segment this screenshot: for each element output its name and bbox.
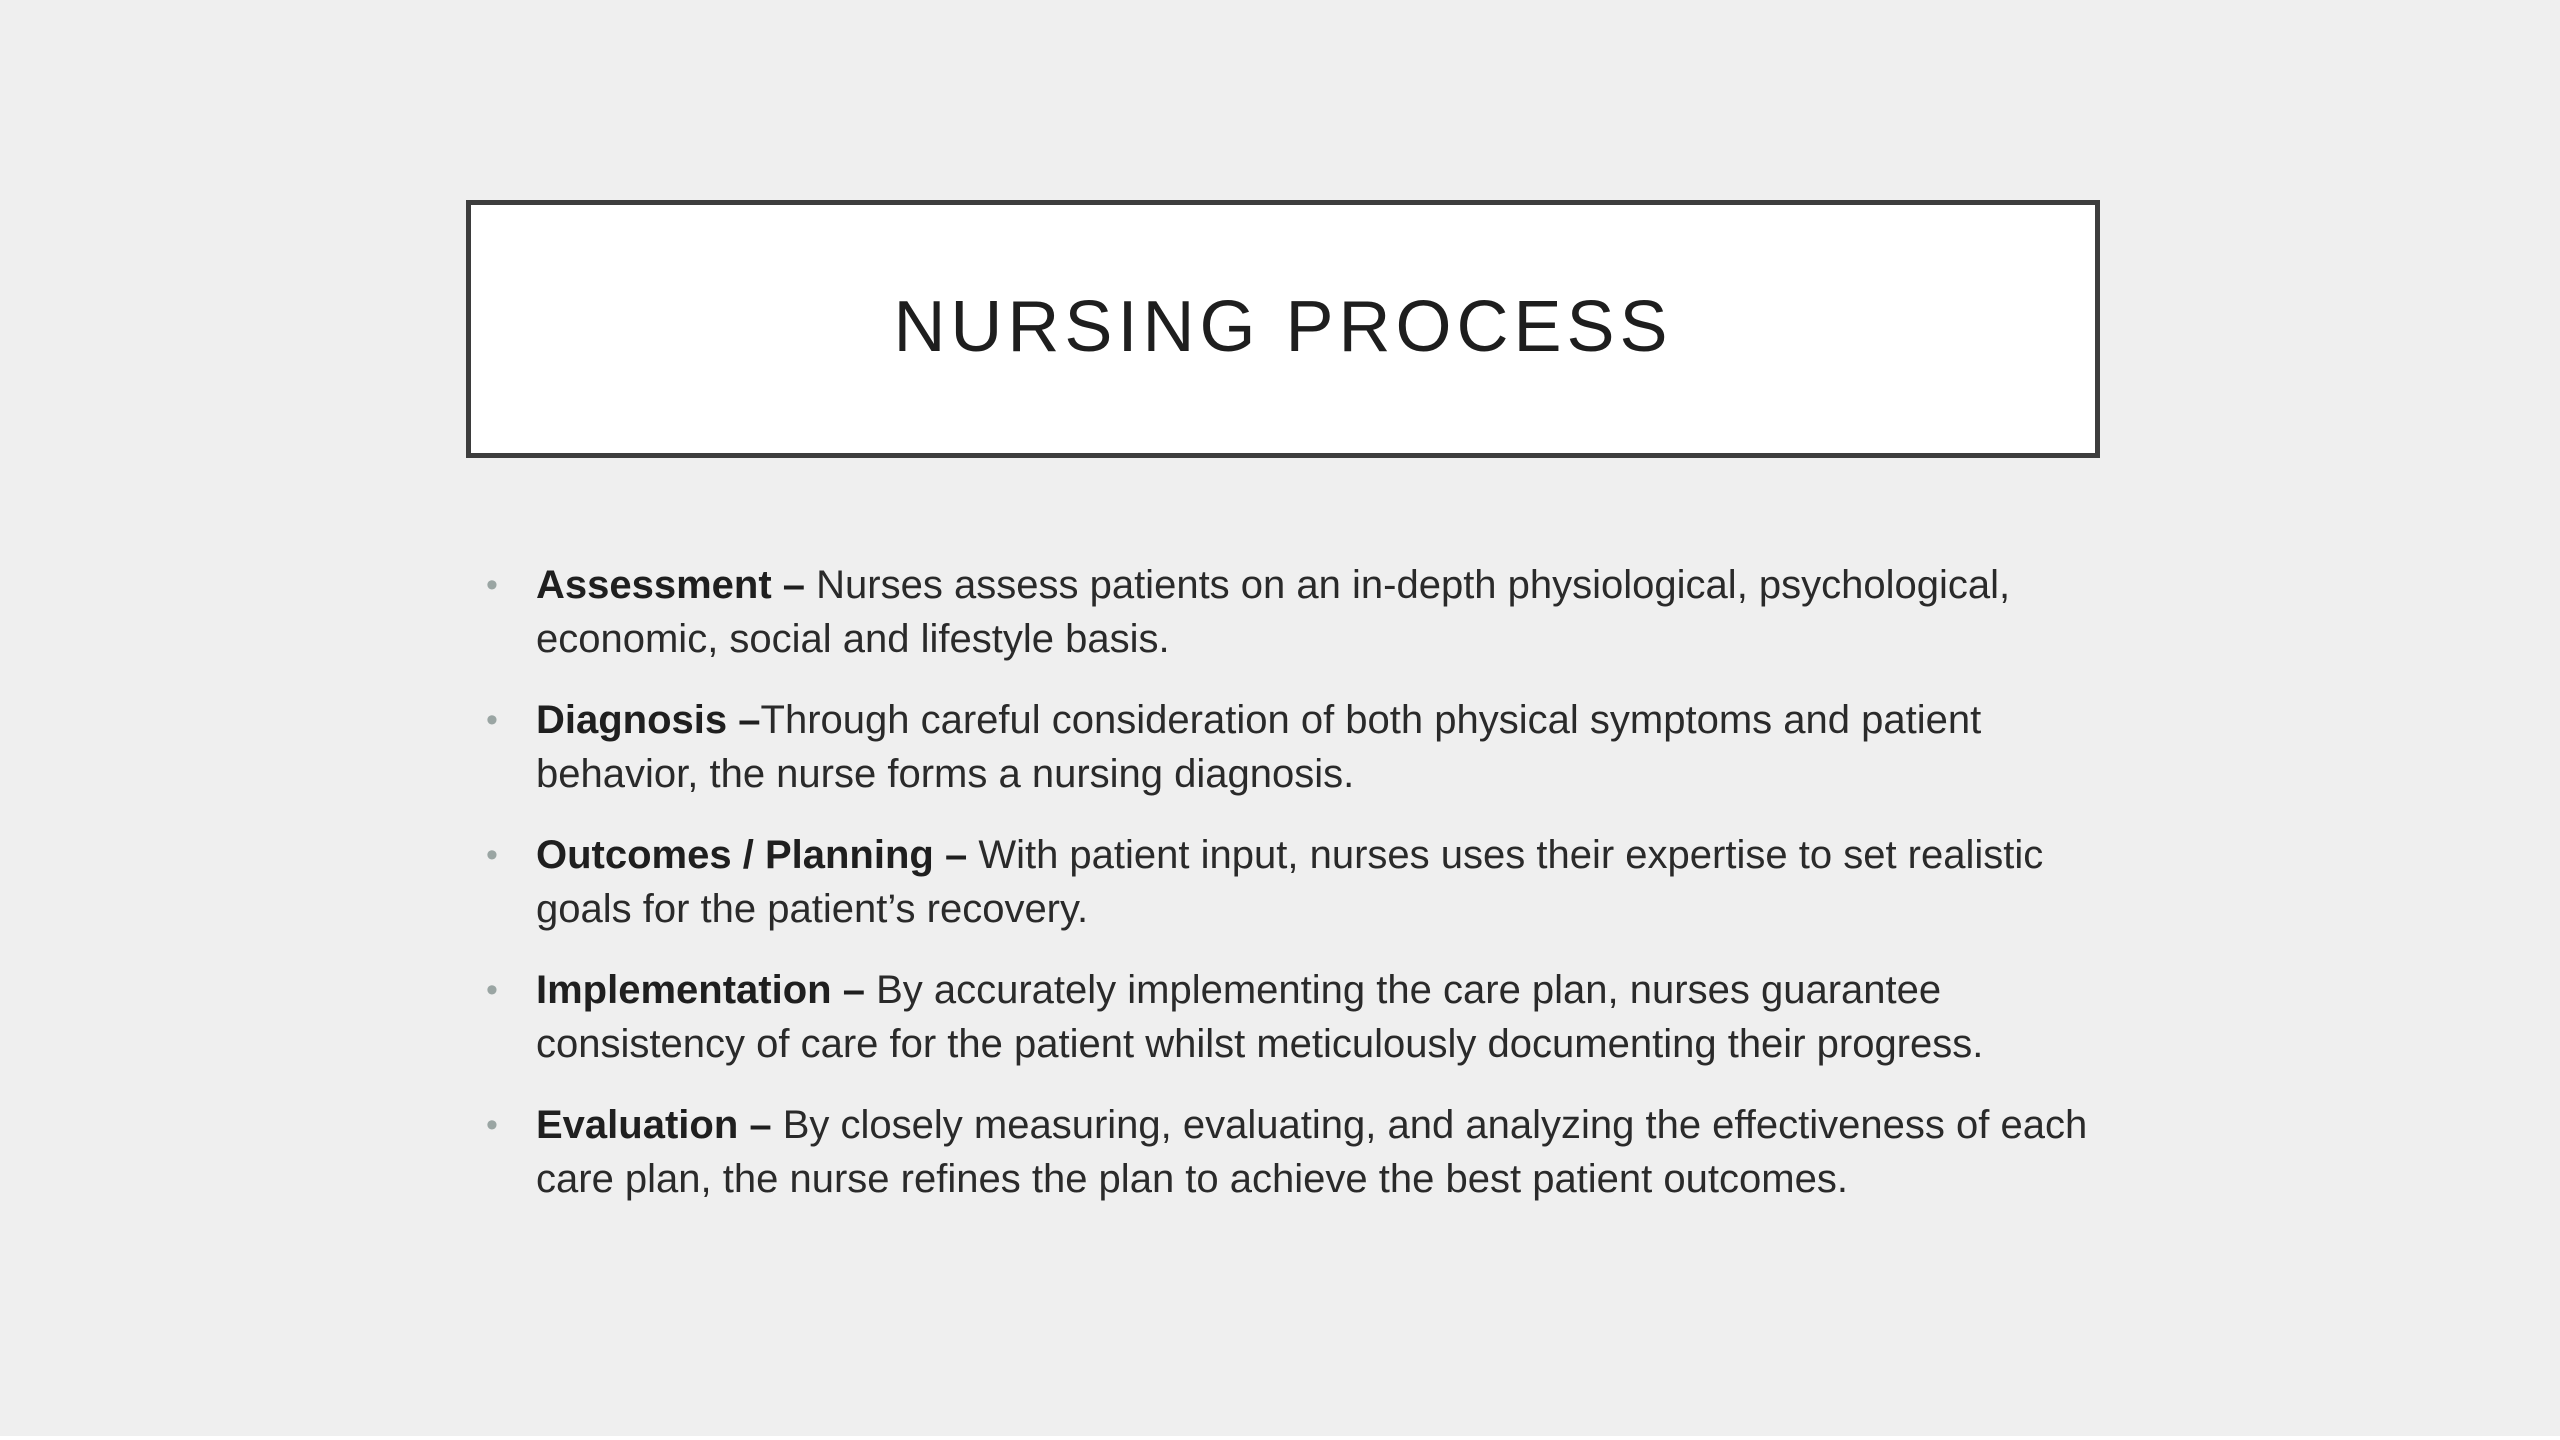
bullet-item-implementation [480,963,2100,1071]
bullet-item-evaluation [480,1098,2100,1206]
bullet-item-outcomes-planning [480,828,2100,936]
bullet-item-diagnosis [480,693,2100,801]
bullet-icon: • [486,701,498,739]
bullet-term: Outcomes / Planning – [536,833,968,877]
bullet-text: Through careful consideration of both physical symptoms and patient behavior, the nurse forms a nursing diagnosis. [536,698,1982,796]
bullet-icon: • [486,566,498,604]
bullet-icon: • [486,836,498,874]
bullet-text: By accurately implementing the care plan, nurses guarantee consistency of care for the patient whilst meticulously documenting their progress. [536,968,1984,1066]
bullet-term: Evaluation – [536,1103,772,1147]
bullet-text: By closely measuring, evaluating, and analyzing the effectiveness of each care plan, the nurse refines the plan to achieve the best patient outcomes. [536,1103,2088,1201]
title-box [466,200,2100,458]
bullet-term: Assessment – [536,563,806,607]
bullet-list [480,558,2100,1233]
slide-title: NURSING PROCESS [893,287,1673,367]
bullet-term: Implementation – [536,968,865,1012]
bullet-item-assessment [480,558,2100,666]
bullet-text: With patient input, nurses uses their expertise to set realistic goals for the patient’s recovery. [536,833,2044,931]
bullet-term: Diagnosis – [536,698,761,742]
bullet-icon: • [486,971,498,1009]
bullet-text: Nurses assess patients on an in-depth physiological, psychological, economic, social and lifestyle basis. [536,563,2011,661]
bullet-icon: • [486,1106,498,1144]
